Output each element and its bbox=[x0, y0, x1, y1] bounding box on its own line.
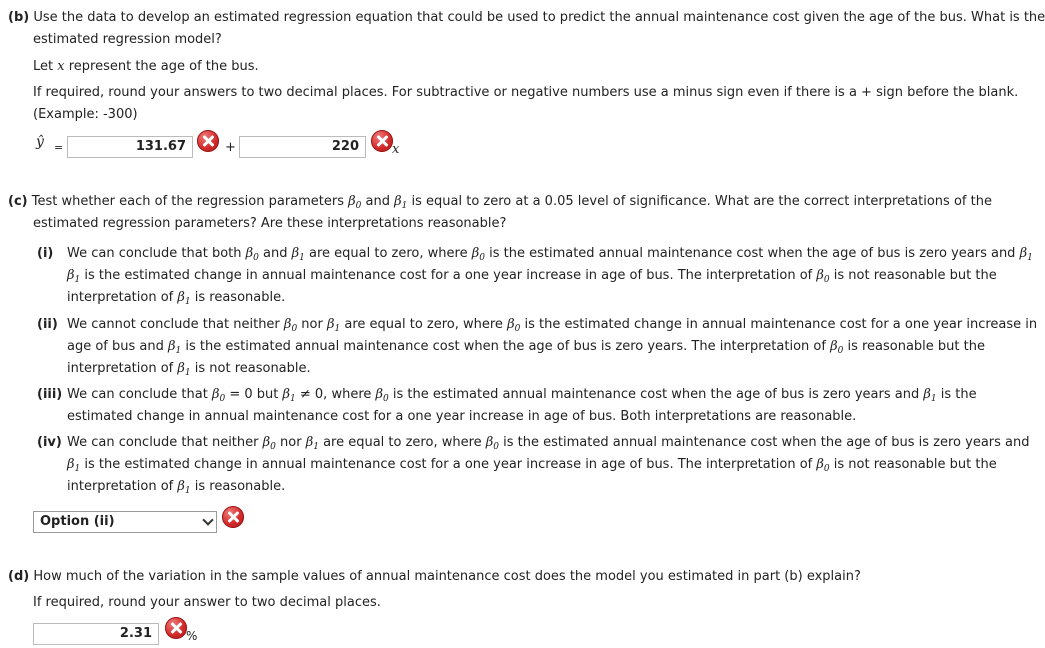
part-b-question bbox=[8, 9, 1045, 26]
part-b-let-statement: Let x represent the age of the bus. bbox=[33, 59, 259, 74]
option-select[interactable] bbox=[33, 511, 217, 533]
chevron-down-icon[interactable] bbox=[202, 514, 213, 525]
part-d-rounding: If required, round your answer to two decimal places. bbox=[33, 595, 381, 610]
part-d-question: (d) How much of the variation in the sample values of annual maintenance cost does the model you estimated in part (b) explain? bbox=[8, 569, 861, 584]
incorrect-x-icon bbox=[371, 130, 393, 152]
option-ii-line1: We cannot conclude that neither $\beta_0$ nor $\beta_1$ are equal to zero, where $\beta_0$ is the estimated change in annual maintenance cost for a one year increase in bbox=[67, 317, 1038, 334]
option-ii-line3: interpretation of $\beta_1$ is not reasonable. bbox=[67, 361, 311, 378]
option-iv-line2: $\beta_1$ is the estimated change in annual maintenance cost for a one year increase in age of bus. The interpretation of $\beta_0$ is not reasonable but the bbox=[67, 457, 997, 474]
part-b-label: (b) bbox=[8, 10, 30, 25]
option-iii-line2: estimated change in annual maintenance cost for a one year increase in age of bus. Both interpretations are reasonable. bbox=[67, 409, 857, 424]
intercept-input[interactable]: 131.67 bbox=[67, 136, 193, 158]
part-b-question-line1: Use the data to develop an estimated regression equation that could be used to predict the annual maintenance cost given the age of the bus. What is the bbox=[33, 10, 1045, 25]
option-ii-label: (ii) bbox=[37, 317, 58, 332]
option-select-value: Option (ii) bbox=[40, 514, 115, 529]
option-i-label: (i) bbox=[37, 246, 54, 261]
slope-input[interactable]: 220 bbox=[239, 136, 366, 158]
option-iii-line1: We can conclude that $\beta_0 = 0$ but $\beta_1 \ne 0$, where $\beta_0$ is the estimated annual maintenance cost when the age of bus is zero years and $\beta_1$ is the bbox=[67, 387, 977, 404]
option-iv-line3: interpretation of $\beta_1$ is reasonable. bbox=[67, 479, 286, 496]
variation-explained-input[interactable]: 2.31 bbox=[33, 623, 159, 645]
part-b-question-line2: estimated regression model? bbox=[33, 32, 222, 47]
option-i-line2: $\beta_1$ is the estimated change in annual maintenance cost for a one year increase in age of bus. The interpretation of $\beta_0$ is not reasonable but the bbox=[67, 268, 997, 285]
x-variable: x bbox=[57, 59, 65, 74]
option-i-line1: We can conclude that both $\beta_0$ and $\beta_1$ are equal to zero, where $\beta_0$ is the estimated annual maintenance cost when the age of bus is zero years and $\beta_1$ bbox=[67, 246, 1033, 263]
option-iv-line1: We can conclude that neither $\beta_0$ nor $\beta_1$ are equal to zero, where $\beta_0$ is the estimated annual maintenance cost when the age of bus is zero years and bbox=[67, 435, 1030, 452]
equals-sign: = bbox=[54, 141, 64, 154]
incorrect-x-icon bbox=[222, 506, 244, 528]
y-hat-symbol: ŷ bbox=[36, 134, 44, 150]
option-i-line3: interpretation of $\beta_1$ is reasonable. bbox=[67, 290, 286, 307]
incorrect-x-icon bbox=[165, 617, 187, 639]
beta0-symbol: $\beta_0$ bbox=[348, 194, 362, 211]
part-c-question-line2: estimated regression parameters? Are these interpretations reasonable? bbox=[33, 216, 507, 231]
beta1-symbol: $\beta_1$ bbox=[394, 194, 408, 211]
percent-sign: % bbox=[186, 629, 198, 643]
part-c-label: (c) bbox=[8, 194, 28, 209]
part-b-example: (Example: -300) bbox=[33, 107, 138, 122]
plus-sign: + bbox=[225, 140, 236, 155]
part-d-label: (d) bbox=[8, 569, 30, 584]
option-ii-line2: age of bus and $\beta_1$ is the estimated annual maintenance cost when the age of bus is zero years. The interpretation of $\beta_0$ is reasonable but the bbox=[67, 339, 985, 356]
option-iii-label: (iii) bbox=[37, 387, 63, 402]
option-iv-label: (iv) bbox=[37, 435, 62, 450]
part-c-question: (c) Test whether each of the regression parameters $\beta_0$ and $\beta_1$ is equal to zero at a 0.05 level of significance. What are the correct interpretations of the bbox=[8, 194, 992, 211]
x-variable: x bbox=[392, 142, 400, 157]
incorrect-x-icon bbox=[197, 130, 219, 152]
part-b-rounding-instructions: If required, round your answers to two decimal places. For subtractive or negative numbers use a minus sign even if there is a + sign before the blank. bbox=[33, 85, 1019, 100]
